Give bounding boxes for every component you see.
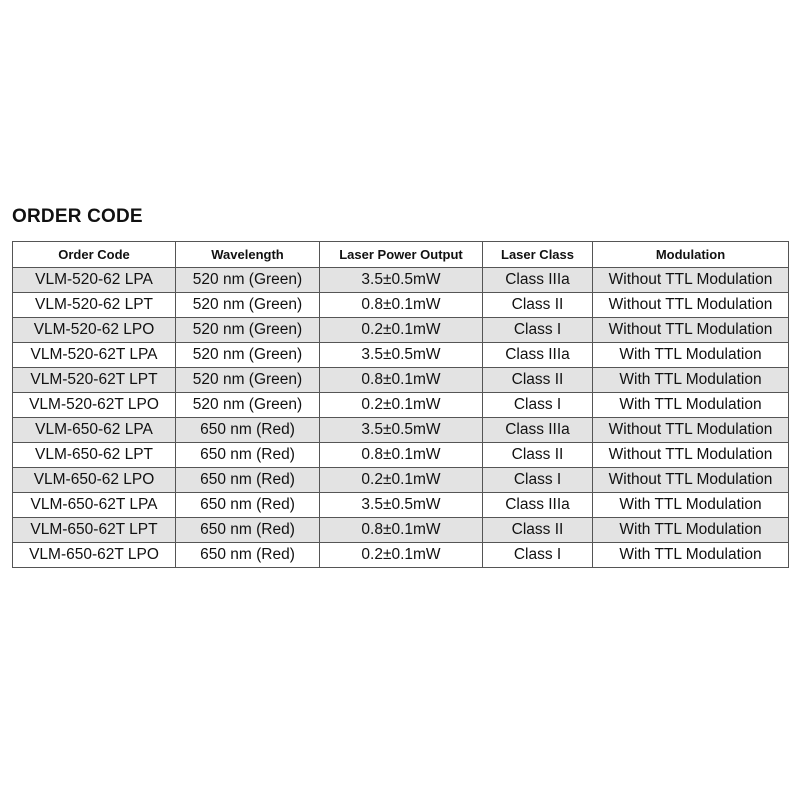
- table-header-row: [13, 242, 789, 268]
- wavelength-cell: 650 nm (Red): [176, 543, 320, 568]
- table-row: [13, 543, 789, 568]
- wavelength-cell: 520 nm (Green): [176, 393, 320, 418]
- laser-class-cell: Class II: [483, 293, 593, 318]
- section-title: ORDER CODE: [12, 206, 143, 227]
- wavelength-cell: 520 nm (Green): [176, 268, 320, 293]
- table-row: [13, 393, 789, 418]
- wavelength-cell: 650 nm (Red): [176, 418, 320, 443]
- laser-class-cell: Class II: [483, 518, 593, 543]
- order-code-cell: VLM-650-62T LPA: [13, 493, 176, 518]
- modulation-cell: Without TTL Modulation: [593, 318, 789, 343]
- table-row: [13, 493, 789, 518]
- laser-power-output-cell: 3.5±0.5mW: [320, 343, 483, 368]
- order-code-cell: VLM-520-62T LPT: [13, 368, 176, 393]
- laser-power-output-cell: 0.8±0.1mW: [320, 368, 483, 393]
- order-code-cell: VLM-650-62 LPT: [13, 443, 176, 468]
- modulation-cell: Without TTL Modulation: [593, 418, 789, 443]
- order-code-cell: VLM-650-62 LPO: [13, 468, 176, 493]
- order-code-cell: VLM-650-62T LPO: [13, 543, 176, 568]
- modulation-cell: With TTL Modulation: [593, 543, 789, 568]
- modulation-cell: Without TTL Modulation: [593, 293, 789, 318]
- table-row: [13, 318, 789, 343]
- wavelength-cell: 650 nm (Red): [176, 518, 320, 543]
- laser-class-cell: Class I: [483, 393, 593, 418]
- table-row: [13, 518, 789, 543]
- laser-class-cell: Class IIIa: [483, 418, 593, 443]
- laser-class-cell: Class II: [483, 443, 593, 468]
- wavelength-cell: 650 nm (Red): [176, 468, 320, 493]
- table-row: [13, 268, 789, 293]
- laser-class-cell: Class IIIa: [483, 493, 593, 518]
- modulation-cell: With TTL Modulation: [593, 368, 789, 393]
- modulation-cell: Without TTL Modulation: [593, 268, 789, 293]
- order-code-table: [12, 241, 789, 568]
- laser-power-output-cell: 3.5±0.5mW: [320, 493, 483, 518]
- order-code-cell: VLM-520-62 LPT: [13, 293, 176, 318]
- wavelength-cell: 520 nm (Green): [176, 368, 320, 393]
- table-row: [13, 293, 789, 318]
- header-laser-power-output: Laser Power Output: [320, 242, 483, 268]
- laser-power-output-cell: 0.2±0.1mW: [320, 543, 483, 568]
- order-code-cell: VLM-520-62 LPA: [13, 268, 176, 293]
- table-row: [13, 443, 789, 468]
- modulation-cell: With TTL Modulation: [593, 518, 789, 543]
- laser-power-output-cell: 0.8±0.1mW: [320, 293, 483, 318]
- laser-class-cell: Class IIIa: [483, 343, 593, 368]
- order-code-cell: VLM-650-62T LPT: [13, 518, 176, 543]
- order-code-cell: VLM-520-62 LPO: [13, 318, 176, 343]
- wavelength-cell: 520 nm (Green): [176, 318, 320, 343]
- header-modulation: Modulation: [593, 242, 789, 268]
- table-row: [13, 418, 789, 443]
- wavelength-cell: 650 nm (Red): [176, 443, 320, 468]
- table-body: [13, 268, 789, 568]
- wavelength-cell: 520 nm (Green): [176, 293, 320, 318]
- header-order-code: Order Code: [13, 242, 176, 268]
- laser-class-cell: Class II: [483, 368, 593, 393]
- wavelength-cell: 520 nm (Green): [176, 343, 320, 368]
- table-row: [13, 468, 789, 493]
- laser-class-cell: Class I: [483, 318, 593, 343]
- laser-power-output-cell: 0.2±0.1mW: [320, 468, 483, 493]
- order-code-cell: VLM-520-62T LPA: [13, 343, 176, 368]
- wavelength-cell: 650 nm (Red): [176, 493, 320, 518]
- modulation-cell: Without TTL Modulation: [593, 468, 789, 493]
- modulation-cell: With TTL Modulation: [593, 393, 789, 418]
- laser-power-output-cell: 3.5±0.5mW: [320, 268, 483, 293]
- order-code-cell: VLM-650-62 LPA: [13, 418, 176, 443]
- table-row: [13, 343, 789, 368]
- laser-class-cell: Class IIIa: [483, 268, 593, 293]
- modulation-cell: With TTL Modulation: [593, 493, 789, 518]
- laser-power-output-cell: 0.2±0.1mW: [320, 393, 483, 418]
- modulation-cell: Without TTL Modulation: [593, 443, 789, 468]
- laser-class-cell: Class I: [483, 468, 593, 493]
- modulation-cell: With TTL Modulation: [593, 343, 789, 368]
- header-laser-class: Laser Class: [483, 242, 593, 268]
- laser-power-output-cell: 0.8±0.1mW: [320, 443, 483, 468]
- header-wavelength: Wavelength: [176, 242, 320, 268]
- table-row: [13, 368, 789, 393]
- laser-power-output-cell: 0.2±0.1mW: [320, 318, 483, 343]
- laser-class-cell: Class I: [483, 543, 593, 568]
- laser-power-output-cell: 0.8±0.1mW: [320, 518, 483, 543]
- laser-power-output-cell: 3.5±0.5mW: [320, 418, 483, 443]
- order-code-cell: VLM-520-62T LPO: [13, 393, 176, 418]
